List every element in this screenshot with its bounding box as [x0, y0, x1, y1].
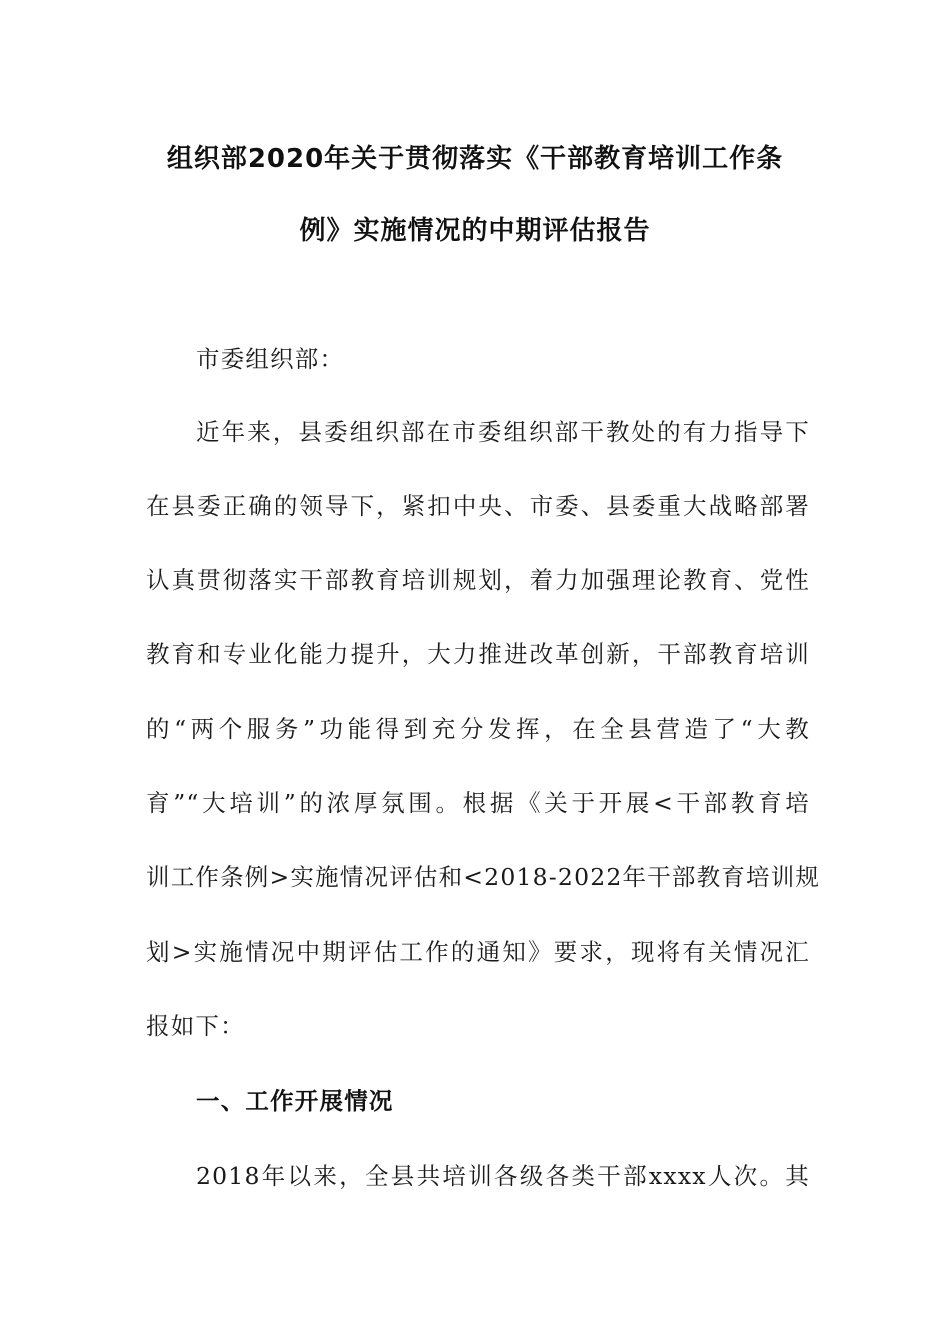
document-title-line-1: 组织部2020年关于贯彻落实《干部教育培训工作条	[166, 144, 784, 174]
paragraph-1-line-2: 在县委正确的领导下，紧扣中央、市委、县委重大战略部署	[146, 492, 810, 520]
paragraph-1-line-9: 报如下：	[146, 1012, 245, 1040]
paragraph-2-line-1: 2018年以来，全县共培训各级各类干部xxxx人次。其	[196, 1162, 810, 1190]
paragraph-1-line-1: 近年来，县委组织部在市委组织部干教处的有力指导下	[196, 418, 810, 446]
paragraph-1-line-7: 训工作条例>实施情况评估和<2018-2022年干部教育培训规	[146, 863, 821, 891]
paragraph-1-line-3: 认真贯彻落实干部教育培训规划，着力加强理论教育、党性	[146, 566, 810, 594]
document-title-line-2: 例》实施情况的中期评估报告	[299, 216, 651, 246]
paragraph-1-line-6: 育”“大培训”的浓厚氛围。根据《关于开展<干部教育培	[146, 789, 810, 817]
section-heading-1: 一、工作开展情况	[196, 1087, 394, 1115]
paragraph-1-line-8: 划>实施情况中期评估工作的通知》要求，现将有关情况汇	[146, 938, 810, 966]
paragraph-1-line-4: 教育和专业化能力提升，大力推进改革创新，干部教育培训	[146, 640, 810, 668]
paragraph-1-line-5: 的“两个服务”功能得到充分发挥，在全县营造了“大教	[146, 715, 810, 743]
salutation: 市委组织部：	[196, 345, 345, 373]
